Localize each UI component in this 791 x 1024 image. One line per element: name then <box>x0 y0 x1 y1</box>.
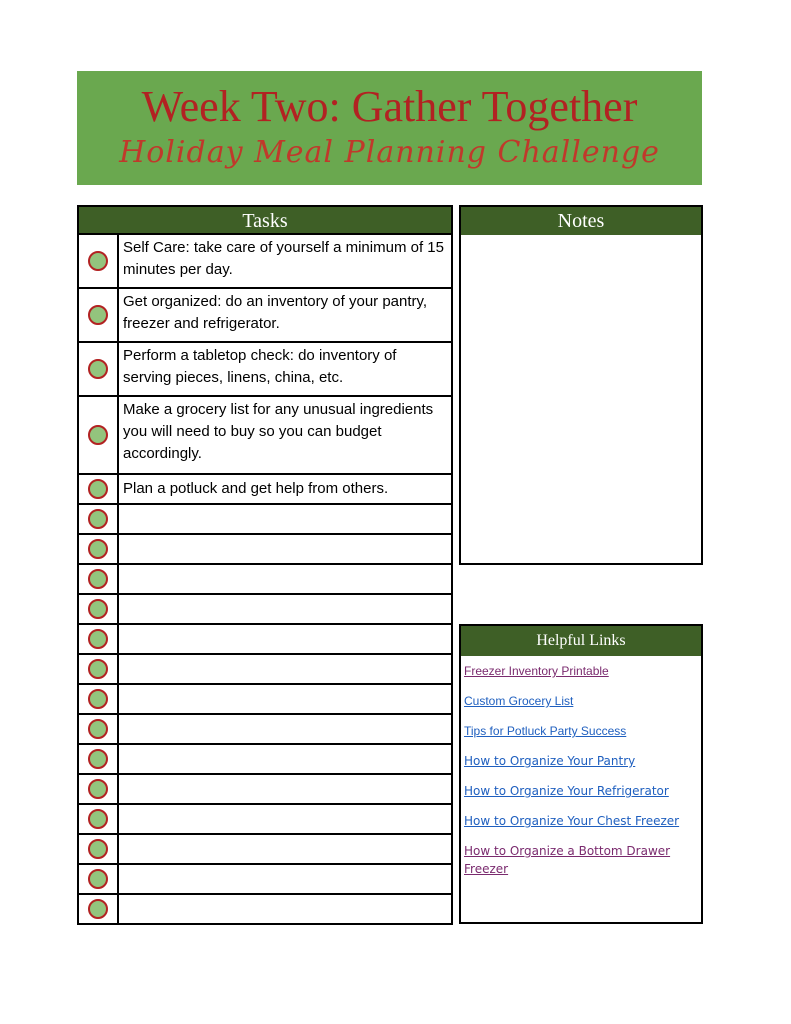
checkbox-circle-icon[interactable] <box>88 749 108 769</box>
task-row <box>79 395 451 473</box>
checkbox-circle-icon[interactable] <box>88 899 108 919</box>
task-text: Self Care: take care of yourself a minimum of 15 minutes per day. <box>123 239 444 278</box>
task-checkbox-cell[interactable] <box>79 343 119 395</box>
task-checkbox-cell[interactable] <box>79 685 119 713</box>
checkbox-circle-icon[interactable] <box>88 839 108 859</box>
checkbox-circle-icon[interactable] <box>88 569 108 589</box>
task-row <box>79 743 451 773</box>
task-checkbox-cell[interactable] <box>79 595 119 623</box>
task-text-empty[interactable] <box>119 505 451 533</box>
helpful-links-panel <box>459 624 703 924</box>
checkbox-circle-icon[interactable] <box>88 689 108 709</box>
task-checkbox-cell[interactable] <box>79 235 119 287</box>
task-text-empty[interactable] <box>119 715 451 743</box>
link-custom-grocery-list[interactable]: Custom Grocery List <box>464 694 574 708</box>
links-list <box>461 656 701 876</box>
task-text-empty[interactable] <box>119 565 451 593</box>
list-item <box>464 692 701 722</box>
page-subtitle: Holiday Meal Planning Challenge <box>119 135 660 170</box>
task-row <box>79 473 451 503</box>
checkbox-circle-icon[interactable] <box>88 539 108 559</box>
checkbox-circle-icon[interactable] <box>88 779 108 799</box>
task-row <box>79 563 451 593</box>
task-checkbox-cell[interactable] <box>79 397 119 473</box>
checkbox-circle-icon[interactable] <box>88 479 108 499</box>
notes-heading: Notes <box>461 207 701 235</box>
checkbox-circle-icon[interactable] <box>88 425 108 445</box>
checkbox-circle-icon[interactable] <box>88 359 108 379</box>
task-text-empty[interactable] <box>119 895 451 923</box>
task-checkbox-cell[interactable] <box>79 655 119 683</box>
task-checkbox-cell[interactable] <box>79 535 119 563</box>
list-item <box>464 782 701 812</box>
notes-panel <box>459 205 703 565</box>
task-row <box>79 233 451 287</box>
task-text: Get organized: do an inventory of your pantry, freezer and refrigerator. <box>123 293 428 332</box>
task-text-empty[interactable] <box>119 535 451 563</box>
link-organize-pantry[interactable]: How to Organize Your Pantry <box>464 754 636 768</box>
task-text-empty[interactable] <box>119 655 451 683</box>
task-row <box>79 833 451 863</box>
task-checkbox-cell[interactable] <box>79 775 119 803</box>
task-row <box>79 863 451 893</box>
task-checkbox-cell[interactable] <box>79 805 119 833</box>
notes-area[interactable] <box>461 235 701 565</box>
list-item <box>464 662 701 692</box>
task-text: Perform a tabletop check: do inventory of serving pieces, linens, china, etc. <box>123 347 397 386</box>
task-checkbox-cell[interactable] <box>79 715 119 743</box>
checkbox-circle-icon[interactable] <box>88 599 108 619</box>
task-row <box>79 503 451 533</box>
task-checkbox-cell[interactable] <box>79 835 119 863</box>
task-checkbox-cell[interactable] <box>79 505 119 533</box>
task-text-empty[interactable] <box>119 595 451 623</box>
task-checkbox-cell[interactable] <box>79 865 119 893</box>
list-item <box>464 722 701 752</box>
task-row <box>79 893 451 923</box>
task-checkbox-cell[interactable] <box>79 565 119 593</box>
empty-task-rows <box>79 503 451 923</box>
tasks-heading: Tasks <box>79 205 451 233</box>
link-freezer-inventory-printable[interactable]: Freezer Inventory Printable <box>464 664 609 678</box>
task-row <box>79 593 451 623</box>
task-text-empty[interactable] <box>119 775 451 803</box>
link-organize-refrigerator[interactable]: How to Organize Your Refrigerator <box>464 784 669 798</box>
title-banner <box>77 71 702 185</box>
task-checkbox-cell[interactable] <box>79 745 119 773</box>
list-item <box>464 812 701 842</box>
task-row <box>79 623 451 653</box>
link-organize-bottom-drawer-freezer[interactable]: How to Organize a Bottom Drawer Freezer <box>464 844 671 876</box>
task-row <box>79 803 451 833</box>
task-row <box>79 653 451 683</box>
task-text-empty[interactable] <box>119 865 451 893</box>
helpful-links-heading: Helpful Links <box>461 626 701 656</box>
task-row <box>79 287 451 341</box>
list-item <box>464 842 701 876</box>
checkbox-circle-icon[interactable] <box>88 629 108 649</box>
tasks-table <box>77 205 453 925</box>
task-checkbox-cell[interactable] <box>79 895 119 923</box>
link-organize-chest-freezer[interactable]: How to Organize Your Chest Freezer <box>464 814 680 828</box>
task-row <box>79 713 451 743</box>
task-text-empty[interactable] <box>119 835 451 863</box>
task-text-empty[interactable] <box>119 805 451 833</box>
checkbox-circle-icon[interactable] <box>88 719 108 739</box>
link-potluck-party-tips[interactable]: Tips for Potluck Party Success <box>464 724 627 738</box>
checkbox-circle-icon[interactable] <box>88 809 108 829</box>
checkbox-circle-icon[interactable] <box>88 305 108 325</box>
task-row <box>79 533 451 563</box>
task-text: Plan a potluck and get help from others. <box>123 480 389 497</box>
task-text-empty[interactable] <box>119 745 451 773</box>
list-item <box>464 752 701 782</box>
task-row <box>79 341 451 395</box>
task-checkbox-cell[interactable] <box>79 625 119 653</box>
task-checkbox-cell[interactable] <box>79 289 119 341</box>
task-text-empty[interactable] <box>119 625 451 653</box>
task-text: Make a grocery list for any unusual ingredients you will need to buy so you can budget accordingly. <box>123 401 434 462</box>
checkbox-circle-icon[interactable] <box>88 659 108 679</box>
task-checkbox-cell[interactable] <box>79 475 119 503</box>
checkbox-circle-icon[interactable] <box>88 509 108 529</box>
checkbox-circle-icon[interactable] <box>88 869 108 889</box>
page-title: Week Two: Gather Together <box>141 82 638 131</box>
checkbox-circle-icon[interactable] <box>88 251 108 271</box>
task-row <box>79 773 451 803</box>
task-text-empty[interactable] <box>119 685 451 713</box>
task-row <box>79 683 451 713</box>
